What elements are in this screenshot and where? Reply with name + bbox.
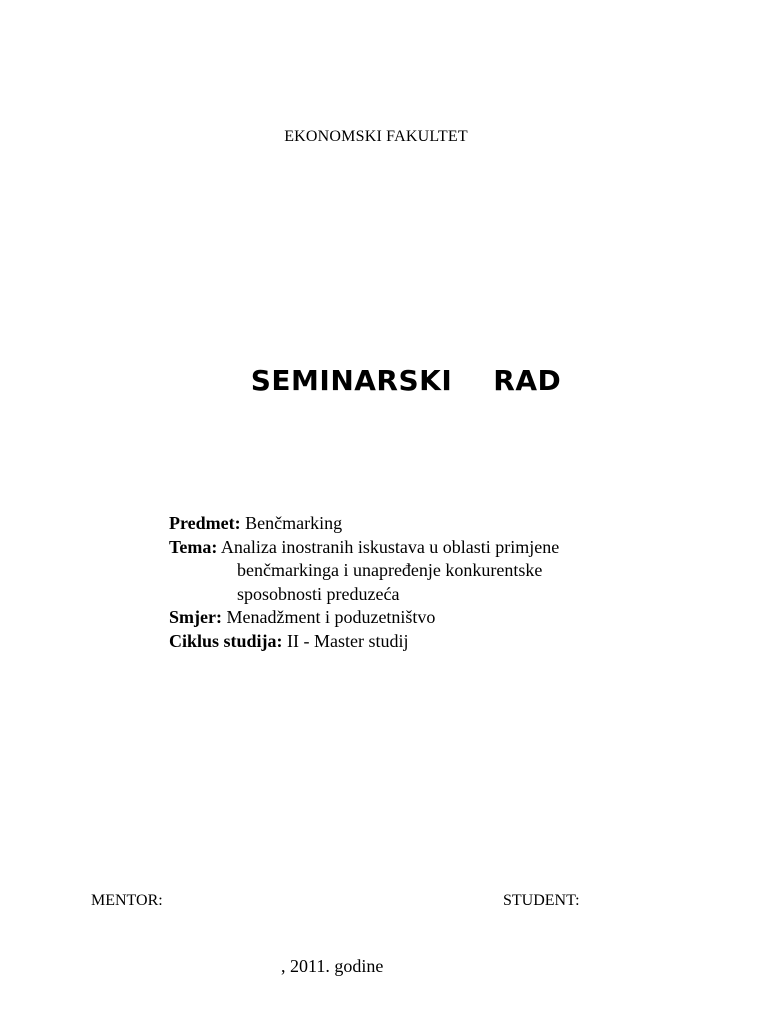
document-date: , 2011. godine — [281, 956, 384, 976]
study-cycle-row — [169, 630, 689, 654]
major-value: Menadžment i poduzetništvo — [226, 607, 436, 627]
student-label: STUDENT: — [503, 892, 580, 909]
document-info-block — [169, 512, 689, 653]
document-title: SEMINARSKI RAD — [250, 364, 562, 397]
subject-label: Predmet: — [169, 513, 241, 533]
topic-value-line-3: sposobnosti preduzeća — [237, 583, 400, 604]
topic-label: Tema: — [169, 536, 218, 557]
study-cycle-value: II - Master studij — [287, 630, 409, 651]
topic-value-line-1: Analiza inostranih iskustava u oblasti primjene — [220, 536, 560, 557]
study-cycle-label: Ciklus studija: — [169, 630, 283, 651]
subject-value: Benčmarking — [245, 513, 343, 533]
topic-value-line-2: benčmarkinga i unapređenje konkurentske — [237, 560, 543, 580]
major-row — [169, 606, 689, 630]
subject-row — [169, 512, 689, 536]
faculty-name: EKONOMSKI FAKULTET — [284, 128, 468, 145]
mentor-label: MENTOR: — [91, 892, 163, 909]
topic-row — [169, 536, 689, 560]
major-label: Smjer: — [169, 607, 222, 627]
